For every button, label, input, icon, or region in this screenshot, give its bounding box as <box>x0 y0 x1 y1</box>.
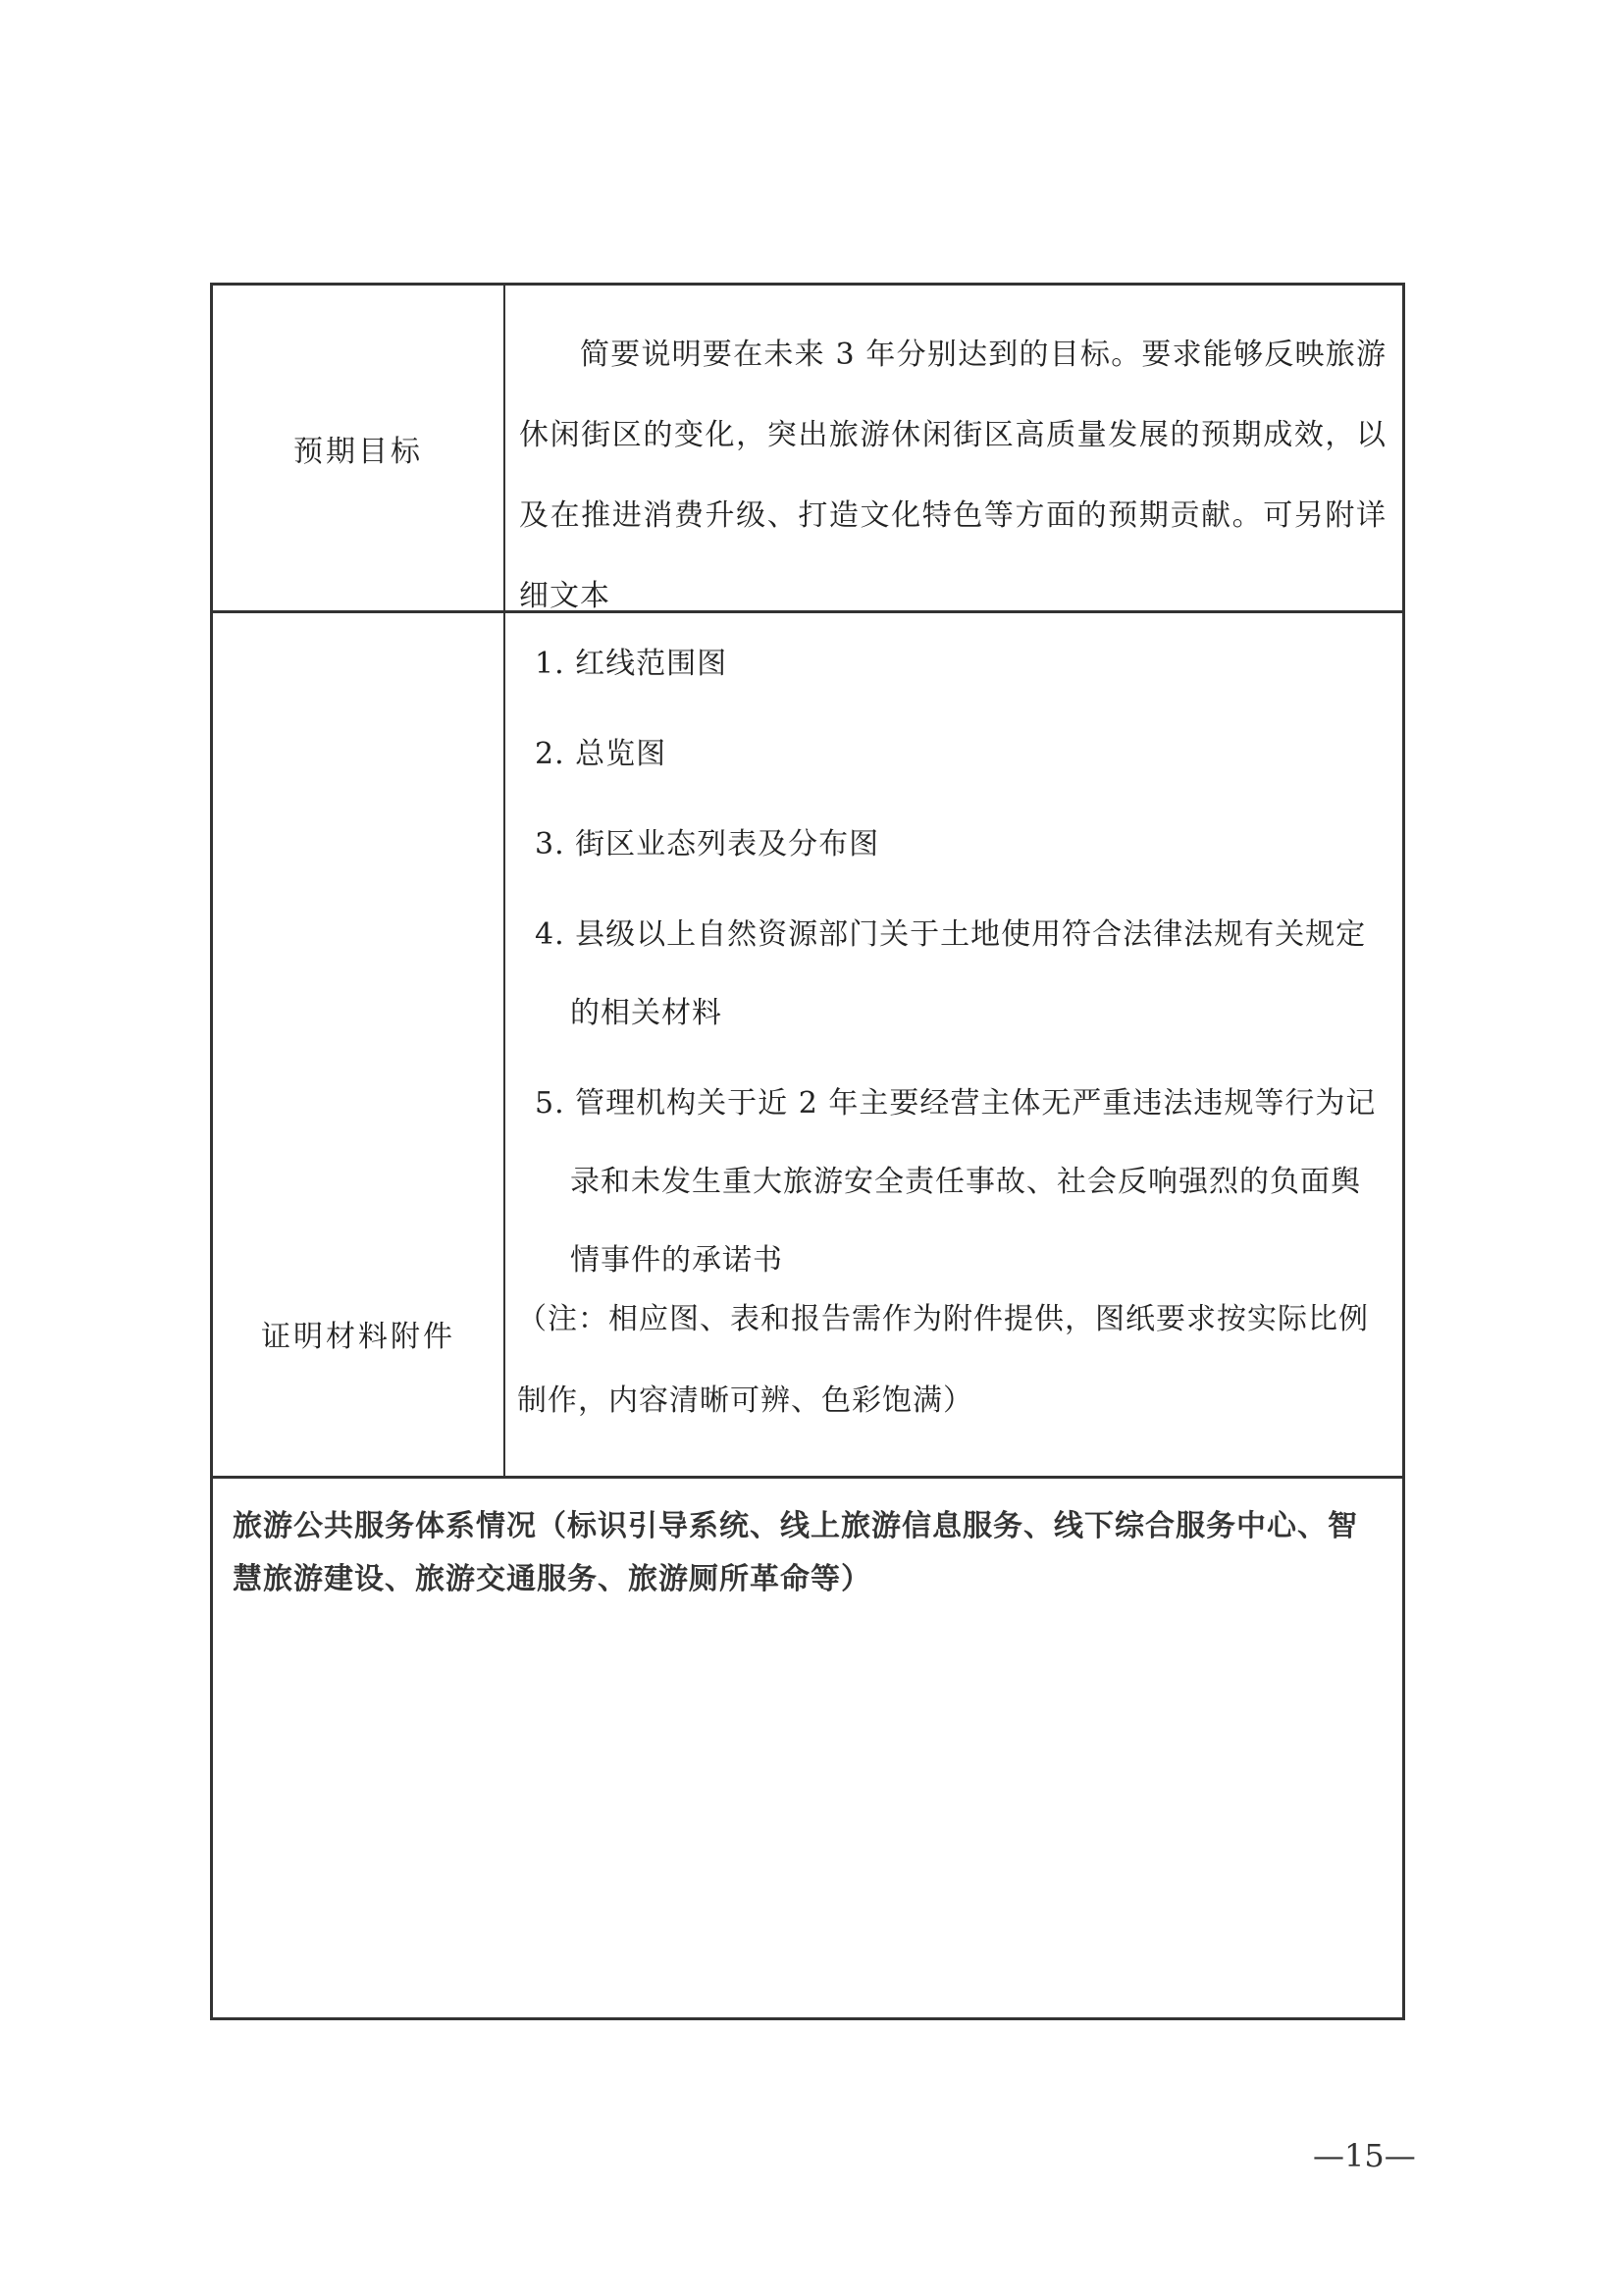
list-item: 4. 县级以上自然资源部门关于土地使用符合法律法规有关规定的相关材料 <box>535 917 1367 1030</box>
list-item: 5. 管理机构关于近 2 年主要经营主体无严重违法违规等行为记录和未发生重大旅游安全责任事故、社会反响强烈的负面舆情事件的承诺书 <box>535 1086 1377 1278</box>
attachment-note-container <box>505 286 1402 1476</box>
expected-goals-description: 简要说明要在未来 3 年分别达到的目标。要求能够反映旅游休闲街区的变化，突出旅游休闲街区高质量发展的预期成效，以及在推进消费升级、打造文化特色等方面的预期贡献。可另附详细文本 <box>519 338 1387 613</box>
row-label-expected-goals <box>213 286 505 610</box>
page-number: —15— <box>1313 2137 1416 2174</box>
attachment-note: （注：相应图、表和报告需作为附件提供，图纸要求按实际比例制作，内容清晰可辨、色彩饱满） <box>517 1302 1369 1418</box>
row-label-supporting-attachments <box>213 613 505 1476</box>
application-form-table <box>210 283 1405 2020</box>
list-item: 3. 街区业态列表及分布图 <box>535 827 880 861</box>
row-content-supporting-attachments <box>505 613 1402 1476</box>
list-item: 2. 总览图 <box>535 737 667 771</box>
public-service-heading: 旅游公共服务体系情况（标识引导系统、线上旅游信息服务、线下综合服务中心、智慧旅游建设、旅游交通服务、旅游厕所革命等） <box>233 1509 1358 1596</box>
list-item: 1. 红线范围图 <box>535 647 728 681</box>
public-service-input-area[interactable] <box>233 1626 1383 1998</box>
row-label-text: 预期目标 <box>293 434 423 469</box>
table-row-public-service-system <box>213 1479 1402 2017</box>
row-label-text: 证明材料附件 <box>261 1320 455 1354</box>
table-row-supporting-attachments <box>213 613 1402 1479</box>
